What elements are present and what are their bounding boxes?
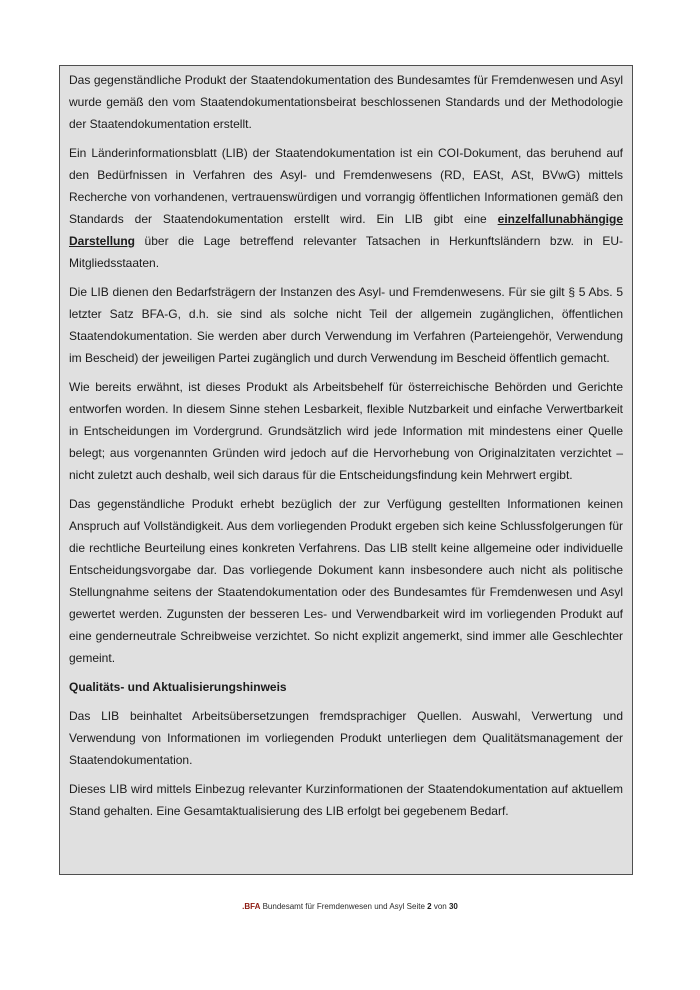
para-quality: Das LIB beinhaltet Arbeitsübersetzungen fremdsprachiger Quellen. Auswahl, Verwertung und Verwendung von Informationen im vorliegenden Produkt unterliegen dem Qualitätsmanagement der Staatendokumentation. bbox=[69, 709, 623, 767]
bfa-logo: .BFA bbox=[242, 902, 261, 911]
para-lib-definition-before: Ein Länderinformationsblatt (LIB) der Staatendokumentation ist ein COI-Dokument, das beruhend auf den Bedürfnissen in Verfahren des Asyl- und Fremdenwesens (RD, EASt, ASt, BVwG) mittels Recherche von vorhandenen, vertrauenswürdigen und vorrangig öffentlichen Informationen gemäß den Standards der Staatendokumentation erstellt wird. Ein LIB gibt eine bbox=[69, 146, 623, 226]
page-footer bbox=[0, 901, 700, 913]
para-lib-usage: Die LIB dienen den Bedarfsträgern der Instanzen des Asyl- und Fremdenwesens. Für sie gilt § 5 Abs. 5 letzter Satz BFA-G, d.h. sie sind als solche nicht Teil der allgemein zugänglichen, öffentlichen Staatendokumentation. Sie werden aber durch Verwendung im Verfahren (Parteiengehör, Verwendung im Bescheid) der jeweiligen Partei zugänglich und durch Verwendung im Bescheid öffentlich gemacht. bbox=[69, 285, 623, 365]
section-heading-quality: Qualitäts- und Aktualisierungshinweis bbox=[69, 680, 287, 694]
document-text-box bbox=[59, 65, 633, 875]
para-arbeitsbehelf: Wie bereits erwähnt, ist dieses Produkt als Arbeitsbehelf für österreichische Behörden und Gerichte entworfen worden. In diesem Sinne stehen Lesbarkeit, flexible Nutzbarkeit und einfache Verwertbarkeit in Entscheidungen im Vordergrund. Grundsätzlich wird jede Information mit mindestens einer Quelle belegt; aus vorgenannten Gründen wird jedoch auf die Hervorhebung von Originalzitaten verzichtet – nicht zuletzt auch deshalb, weil sich daraus für die Entscheidungsfindung kein Mehrwert ergibt. bbox=[69, 380, 623, 482]
para-lib-definition-after: über die Lage betreffend relevanter Tatsachen in Herkunftsländern bzw. in EU-Mitgliedsstaaten. bbox=[69, 234, 623, 270]
page-number: 2 bbox=[427, 902, 432, 911]
para-update: Dieses LIB wird mittels Einbezug relevanter Kurzinformationen der Staatendokumentation auf aktuellem Stand gehalten. Eine Gesamtaktualisierung des LIB erfolgt bei gegebenem Bedarf. bbox=[69, 782, 623, 818]
para-lib-definition bbox=[69, 142, 623, 274]
footer-label: Bundesamt für Fremdenwesen und Asyl Seite bbox=[262, 902, 425, 911]
para-product-standards: Das gegenständliche Produkt der Staatendokumentation des Bundesamtes für Fremdenwesen und Asyl wurde gemäß den vom Staatendokumentationsbeirat beschlossenen Standards und der Methodologie der Staatendokumentation erstellt. bbox=[69, 73, 623, 131]
para-disclaimer: Das gegenständliche Produkt erhebt bezüglich der zur Verfügung gestellten Informationen keinen Anspruch auf Vollständigkeit. Aus dem vorliegenden Produkt ergeben sich keine Schlussfolgerungen für die rechtliche Beurteilung eines konkreten Verfahrens. Das LIB stellt keine allgemeine oder individuelle Entscheidungsvorgabe dar. Das vorliegende Dokument kann insbesondere auch nicht als politische Stellungnahme seitens der Staatendokumentation oder des Bundesamtes für Fremdenwesen und Asyl gewertet werden. Zugunsten der besseren Les- und Verwendbarkeit wird im vorliegenden Produkt auf eine genderneutrale Schreibweise verzichtet. So nicht explizit angemerkt, sind immer alle Geschlechter gemeint. bbox=[69, 497, 623, 665]
emphasized-phrase: einzelfallunabhängige Darstellung bbox=[69, 212, 623, 248]
footer-separator: von bbox=[433, 902, 447, 911]
total-pages: 30 bbox=[448, 902, 458, 911]
